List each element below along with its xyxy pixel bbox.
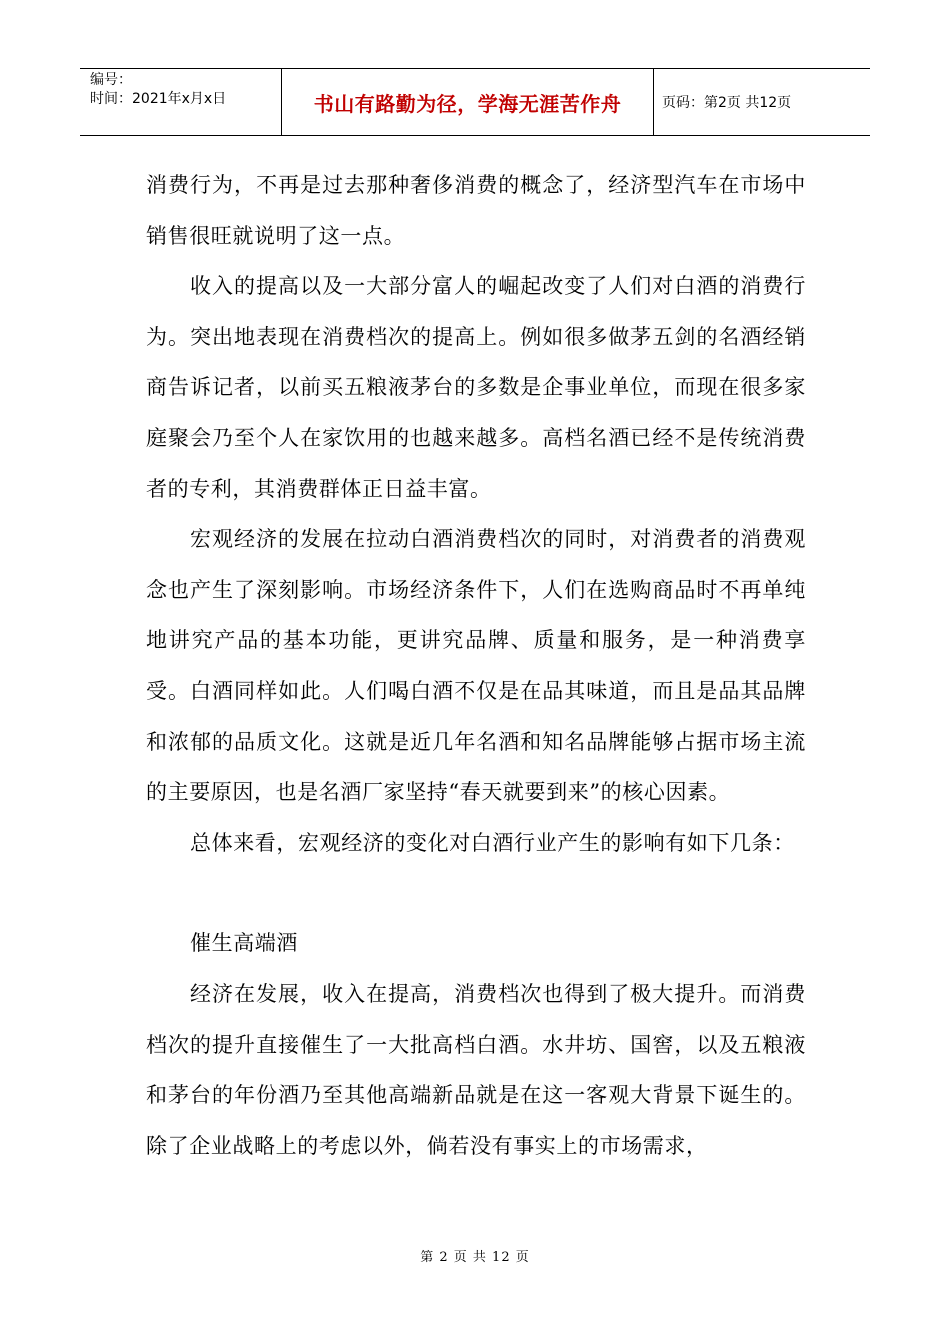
header-motto: 书山有路勤为径，学海无涯苦作舟	[282, 69, 654, 135]
document-header	[80, 68, 870, 136]
page-footer: 第 2 页 共 12 页	[420, 1250, 530, 1265]
body-paragraph: 总体来看，宏观经济的变化对白酒行业产生的影响有如下几条：	[190, 830, 795, 855]
document-number-label: 编号：	[90, 72, 132, 88]
section-heading: 催生高端酒	[190, 931, 298, 956]
body-paragraph: 宏观经济的发展在拉动白酒消费档次的同时，对消费者的消费观念也产生了深刻影响。市场经济条件下，人们在选购商品时不再单纯地讲究产品的基本功能，更讲究品牌、质量和服务，是一种消费享受。白酒同样如此。人们喝白酒不仅是在品其味道，而且是品其品牌和浓郁的品质文化。这就是近几年名酒和知名品牌能够占据市场主流的主要原因，也是名酒厂家坚持“春天就要到来”的核心因素。	[146, 527, 806, 805]
document-date: 时间：2021年x月x日	[90, 91, 227, 107]
header-page-info: 页码：第2页 共12页	[662, 95, 792, 111]
body-paragraph: 经济在发展，收入在提高，消费档次也得到了极大提升。而消费档次的提升直接催生了一大批高档白酒。水井坊、国窖，以及五粮液和茅台的年份酒乃至其他高端新品就是在这一客观大背景下诞生的。除了企业战略上的考虑以外，倘若没有事实上的市场需求，	[146, 981, 806, 1158]
document-body	[146, 160, 806, 1171]
body-paragraph: 收入的提高以及一大部分富人的崛起改变了人们对白酒的消费行为。突出地表现在消费档次的提高上。例如很多做茅五剑的名酒经销商告诉记者，以前买五粮液茅台的多数是企事业单位，而现在很多家庭聚会乃至个人在家饮用的也越来越多。高档名酒已经不是传统消费者的专利，其消费群体正日益丰富。	[146, 274, 806, 501]
body-paragraph: 消费行为，不再是过去那种奢侈消费的概念了，经济型汽车在市场中销售很旺就说明了这一点。	[146, 173, 806, 248]
header-meta	[80, 69, 282, 135]
paragraph-spacer	[146, 868, 806, 918]
